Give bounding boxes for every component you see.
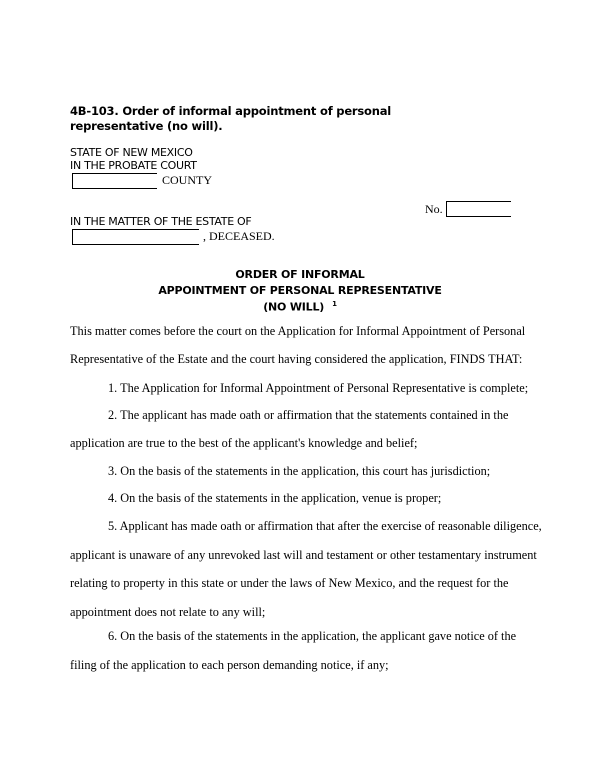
case-number-field[interactable] (446, 201, 511, 217)
form-title: 4B-103. Order of informal appointment of personal representative (no will). (70, 104, 392, 133)
order-title-line2: APPOINTMENT OF PERSONAL REPRESENTATIVE (158, 284, 442, 297)
finding-5-line3: relating to property in this state or under the laws of New Mexico, and the request for the (70, 576, 509, 590)
finding-3: 3. On the basis of the statements in the application, this court has jurisdiction; (108, 464, 491, 478)
decedent-name-field[interactable] (72, 229, 199, 245)
finding-5-line4: appointment does not relate to any will; (70, 605, 266, 619)
finding-5-line1: 5. Applicant has made oath or affirmation that after the exercise of reasonable diligence, (108, 519, 542, 533)
state-label: STATE OF NEW MEXICO (70, 146, 193, 159)
order-title-line3-text: (NO WILL) (263, 300, 325, 314)
court-label: IN THE PROBATE COURT (70, 159, 197, 172)
intro-line2: Representative of the Estate and the court having considered the application, FINDS THAT: (70, 352, 523, 366)
footnote-ref: 1 (332, 300, 337, 308)
finding-5-line2: applicant is unaware of any unrevoked last will and testament or other testamentary instrument (70, 548, 537, 562)
finding-2-line1: 2. The applicant has made oath or affirmation that the statements contained in the (108, 408, 509, 422)
case-number-label: No. (425, 202, 443, 216)
deceased-label: , DECEASED. (203, 229, 275, 243)
finding-2-line2: application are true to the best of the applicant's knowledge and belief; (70, 436, 418, 450)
county-label: COUNTY (162, 173, 212, 187)
order-title-line3 (0, 300, 600, 314)
finding-6-line2: filing of the application to each person demanding notice, if any; (70, 658, 389, 672)
finding-6-line1: 6. On the basis of the statements in the application, the applicant gave notice of the (108, 629, 517, 643)
estate-matter-label: IN THE MATTER OF THE ESTATE OF (70, 215, 252, 228)
finding-4: 4. On the basis of the statements in the application, venue is proper; (108, 491, 442, 505)
intro-line1: This matter comes before the court on the Application for Informal Appointment of Personal (70, 324, 526, 338)
finding-1: 1. The Application for Informal Appointment of Personal Representative is complete; (108, 381, 529, 395)
order-title-line1: ORDER OF INFORMAL (235, 268, 365, 281)
county-field[interactable] (72, 173, 157, 189)
